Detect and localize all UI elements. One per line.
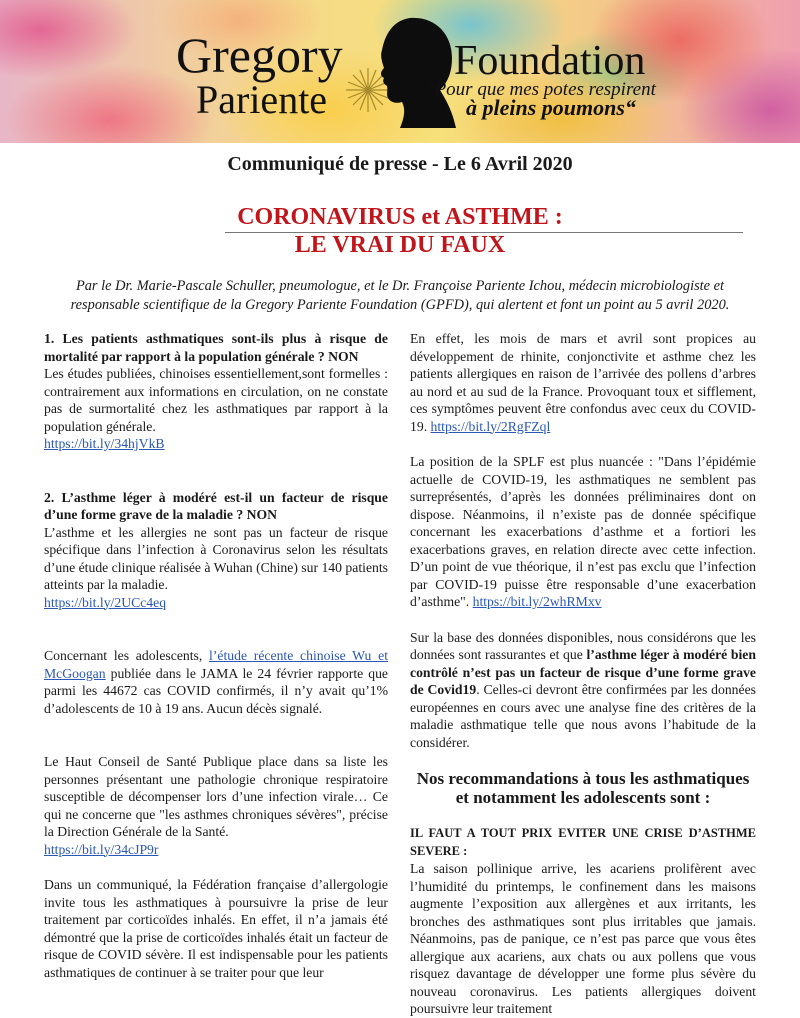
logo-tagline-2: à pleins poumons“ [466, 95, 636, 120]
federation-paragraph: Dans un communiqué, la Fédération française d’allergologie invite tous les asthmatiques à poursuivre la prise de leur traitement par corticoïdes inhalés. En effet, il n’a jamais été démontré que la prise de corticoïdes inhalés était un facteur de risque de COVID sévère. Il est indispensable pour les patients asthmatiques de continuer à se traiter pour que leur [44, 877, 388, 980]
answer-2: L’asthme et les allergies ne sont pas un facteur de risque spécifique dans l’infection à Coronavirus selon les résultats d’une étude clinique réalisée à Wuhan (Chine) sur 140 patients atteints par la maladie. [44, 524, 388, 592]
logo-tagline-1: “Pour que mes potes respirent [424, 79, 656, 100]
splf-paragraph: La position de la SPLF est plus nuancée : "Dans l’épidémie actuelle de COVID-19, les asthmatiques ne semblent pas surreprésentés, d’après les données préliminaires dont on dispose. Néanmoins, il n’existe pas de donnée spécifique concernant les exacerbations d’asthme et a fortiori les exacerbations graves, en relation directe avec cette infection. D’un point de vue théorique, il n’est pas exclu que l’infection par COVID-19 puisse être responsable d’une exacerbation d’asthme". https://bit.ly/2whRMxv [410, 454, 756, 609]
title-line-1: CORONAVIRUS et ASTHME : [237, 204, 563, 230]
left-column [44, 330, 388, 981]
title-line-2: LE VRAI DU FAUX [294, 232, 506, 258]
conclusion-paragraph: Sur la base des données disponibles, nous considérons que les données sont rassurantes et que l’asthme léger à modéré bien contrôlé n’est pas un facteur de risque d’une forme grave de Covid19. Celles-ci devront être confirmées par les données européennes en cours avec une analyse fine des critères de la maladie asthmatique telle que nous avons l’habitude de la considérer. [410, 629, 756, 750]
study-link[interactable]: l’étude récente chinoise Wu et McGoogan [44, 648, 388, 681]
press-release-date: Communiqué de presse - Le 6 Avril 2020 [227, 153, 573, 175]
question-2: 2. L’asthme léger à modéré est-il un facteur de risque d’une forme grave de la maladie ? NON [44, 489, 388, 522]
logo-gregory: Gregory [176, 27, 343, 83]
hcsp-paragraph: Le Haut Conseil de Santé Publique place dans sa liste les personnes présentant une pathologie chronique respiratoire susceptible de décompenser lors d’une infection virale… Ce qui ne concerne que "les asthmes chroniques sévères", précise la Direction Générale de la Santé. [44, 754, 388, 839]
pollen-paragraph: En effet, les mois de mars et avril sont propices au développement de rhinite, conjonctivite et asthme chez les patients allergiques en raison de l’arrivée des pollens d’arbres au nord et au sud de la France. Provoquant toux et sifflement, ces symptômes peuvent être confondus avec ceux du COVID-19. https://bit.ly/2RgFZql [410, 331, 756, 434]
logo-foundation: Foundation [454, 38, 646, 84]
link-4[interactable]: https://bit.ly/34cJP9r [44, 841, 159, 857]
right-column [410, 330, 756, 1018]
logo-pariente: Pariente [196, 77, 328, 122]
pollen-season-paragraph: La saison pollinique arrive, les acariens prolifèrent avec l’humidité du printemps, le confinement dans les maisons augmente l’exposition aux allergènes et aux irritants, les bronches des asthmatiques sont plus irritables que jamais. Néanmoins, pas de panique, ce n’est pas parce que vous êtes allergique aux acariens, aux chats ou aux pollens que vous risquez davantage de développer une forme plus sévère du nouveau coronavirus. Les patients allergiques doivent poursuivre leur traitement [410, 861, 756, 1016]
link-splf[interactable]: https://bit.ly/2whRMxv [472, 594, 602, 609]
adolescents-paragraph: Concernant les adolescents, l’étude récente chinoise Wu et McGoogan publiée dans le JAMA le 24 février rapporte que parmi les 44672 cas COVID confirmés, il n’y avait qu’1% d’adolescents de 10 à 19 ans. Aucun décès signalé. [44, 648, 388, 716]
answer-1: Les études publiées, chinoises essentiellement,sont formelles : contrairement aux informations en circulation, on ne constate pas de surmortalité chez les asthmatiques par rapport à la population générale. [44, 366, 388, 434]
link-2[interactable]: https://bit.ly/2UCc4eq [44, 594, 167, 610]
severe-crisis-heading: IL FAUT A TOUT PRIX EVITER UNE CRISE D’ASTHME SEVERE : [410, 826, 756, 858]
header-banner [0, 0, 800, 143]
child-silhouette-logo [340, 10, 460, 135]
recommendations-heading: Nos recommandations à tous les asthmatiques et notamment les adolescents sont : [416, 769, 750, 807]
link-1[interactable]: https://bit.ly/34hjVkB [44, 436, 165, 451]
question-1: 1. Les patients asthmatiques sont-ils plus à risque de mortalité par rapport à la population générale ? NON [44, 331, 388, 364]
intro-paragraph: Par le Dr. Marie-Pascale Schuller, pneumologue, et le Dr. Françoise Pariente Ichou, médecin microbiologiste et responsable scientifique de la Gregory Pariente Foundation (GPFD), qui alertent et font un point au 5 avril 2020. [70, 278, 730, 313]
link-pollen[interactable]: https://bit.ly/2RgFZql [430, 418, 551, 434]
